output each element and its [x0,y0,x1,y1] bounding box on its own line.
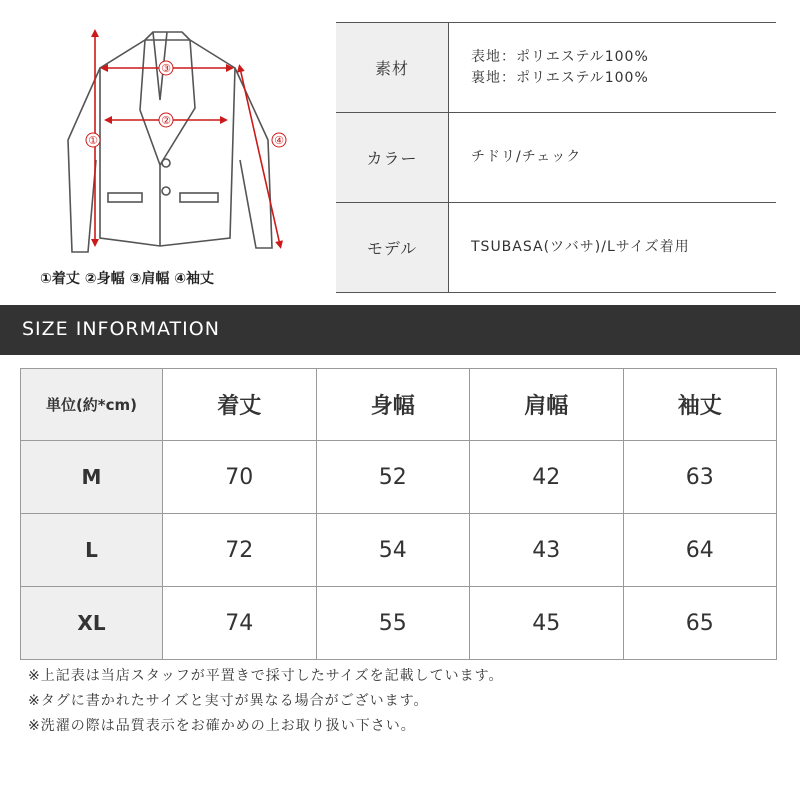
info-value [449,23,777,113]
note-line: ※タグに書かれたサイズと実寸が異なる場合がございます。 [28,693,429,709]
marker-3: ③ [161,62,171,75]
size-table-header [21,369,777,441]
info-label: カラー [336,113,449,203]
legend-item: ②身幅 [84,271,125,287]
size-label: M [21,441,163,514]
marker-4: ④ [274,134,284,147]
info-value-line: TSUBASA(ツバサ)/Lサイズ着用 [471,239,690,255]
product-info-table [336,22,776,293]
info-label: モデル [336,203,449,293]
info-label: 素材 [336,23,449,113]
table-cell: 64 [623,514,777,587]
info-value [449,203,777,293]
table-cell: 55 [316,587,470,660]
notes [28,664,504,739]
marker-2: ② [161,114,171,127]
table-cell: 43 [470,514,624,587]
size-information-banner [0,305,800,355]
table-cell: 65 [623,587,777,660]
legend-item: ④袖丈 [174,271,215,287]
info-row-model [336,203,776,293]
column-header: 身幅 [316,369,470,441]
note-line: ※上記表は当店スタッフが平置きで採寸したサイズを記載しています。 [28,668,504,684]
info-row-color [336,113,776,203]
unit-header: 単位(約*cm) [21,369,163,441]
jacket-measurement-diagram [0,0,320,300]
column-header: 着丈 [163,369,317,441]
size-label: XL [21,587,163,660]
size-table [20,368,777,660]
arrow-sleeve-length [240,68,280,245]
table-row [21,587,777,660]
column-header: 肩幅 [470,369,624,441]
marker-1: ① [88,134,98,147]
table-cell: 63 [623,441,777,514]
table-row [21,514,777,587]
table-cell: 70 [163,441,317,514]
column-header: 袖丈 [623,369,777,441]
info-row-material [336,23,776,113]
measurement-legend [40,268,310,288]
table-cell: 52 [316,441,470,514]
table-cell: 42 [470,441,624,514]
info-value-line: チドリ/チェック [471,149,582,165]
table-row [21,441,777,514]
measurement-arrows [95,33,280,245]
table-cell: 45 [470,587,624,660]
info-value-line: 表地：ポリエステル100% [471,48,649,65]
banner-title: SIZE INFORMATION [22,318,220,340]
info-value [449,113,777,203]
note-line: ※洗濯の際は品質表示をお確かめの上お取り扱い下さい。 [28,718,416,734]
size-label: L [21,514,163,587]
table-cell: 72 [163,514,317,587]
legend-item: ①着丈 [40,271,80,287]
legend-item: ③肩幅 [129,271,170,287]
info-value-line: 裏地：ポリエステル100% [471,69,649,86]
table-cell: 74 [163,587,317,660]
table-cell: 54 [316,514,470,587]
